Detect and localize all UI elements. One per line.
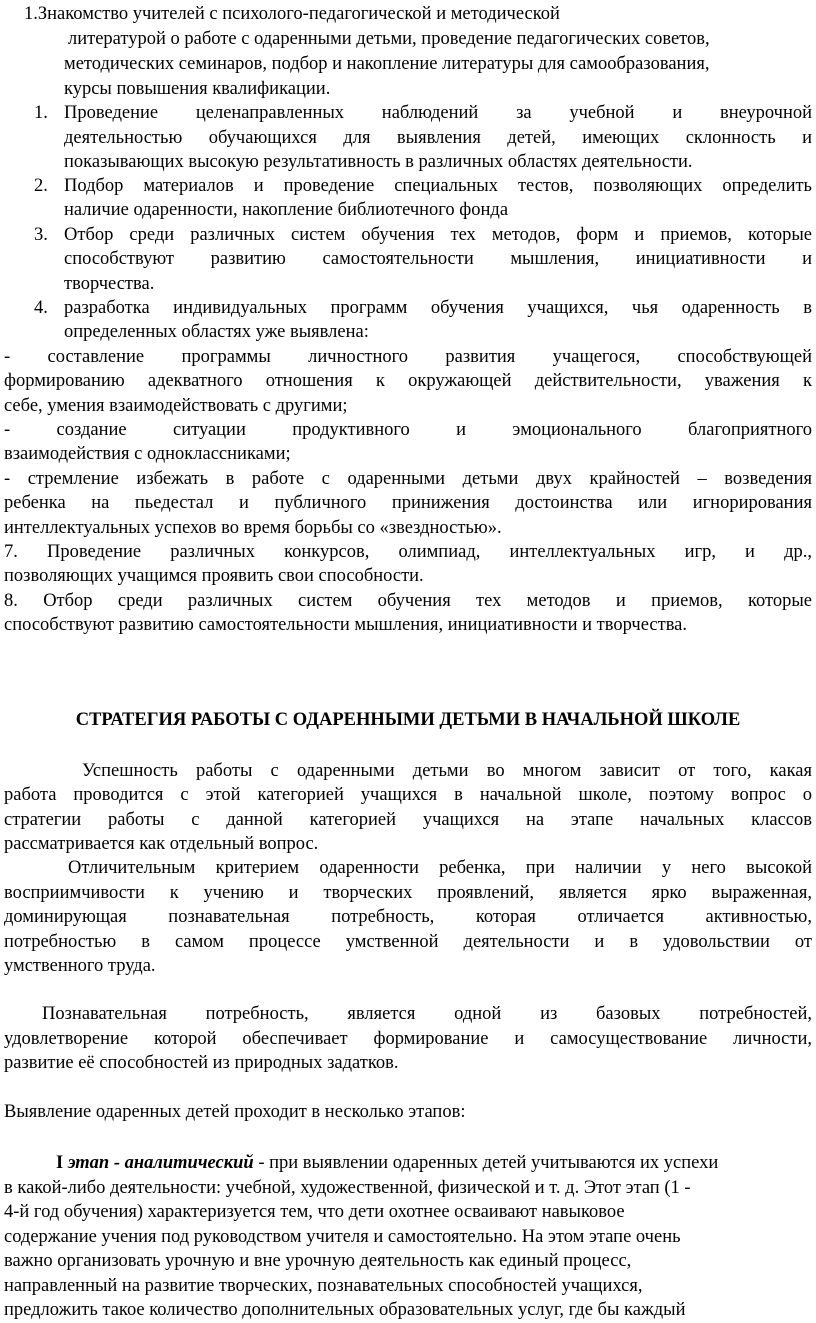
dash-item-line: интеллектуальных успехов во время борьбы со «звездностью». (4, 518, 502, 538)
item-7-line: 7. Проведение различных конкурсов, олимпиад, интеллектуальных игр, и др., (4, 542, 812, 562)
paragraph-line: работа проводится с этой категорией учащихся в начальной школе, поэтому вопрос о (4, 785, 812, 805)
list-item-line: способствуют развитию самостоятельности мышления, инициативности и (64, 249, 812, 269)
paragraph-line: восприимчивости к учению и творческих проявлений, является ярко выраженная, (4, 883, 812, 903)
paragraph-line: Познавательная потребность, является одной из базовых потребностей, (42, 1004, 812, 1024)
stage-title: этап - аналитический (67, 1153, 254, 1173)
dash-item-line: ребенка на пьедестал и публичного принижения достоинства или игнорирования (4, 493, 812, 513)
list-number: 4. (34, 298, 48, 318)
paragraph-line: доминирующая познавательная потребность, которая отличается активностью, (4, 907, 812, 927)
list-number: 3. (34, 225, 48, 245)
stage-text: - при выявлении одаренных детей учитываются их успехи (253, 1153, 719, 1173)
stage-line: 4-й год обучения) характеризуется тем, что дети охотнее осваивают навыковое (4, 1202, 625, 1222)
list-item-line: деятельностью обучающихся для выявления детей, имеющих склонность и (64, 128, 812, 148)
paragraph-line: Выявление одаренных детей проходит в несколько этапов: (4, 1102, 466, 1122)
list-item-line: определенных областях уже выявлена: (64, 322, 369, 342)
paragraph-line: стратегии работы с данной категорией учащихся на этапе начальных классов (4, 810, 812, 830)
stage-line: предложить такое количество дополнительных образовательных услуг, где бы каждый (4, 1300, 686, 1320)
intro-line-1: 1.Знакомство учителей с психолого-педагогической и методической (24, 4, 560, 24)
paragraph-line: умственного труда. (4, 956, 156, 976)
list-item-line: Проведение целенаправленных наблюдений за учебной и внеурочной (64, 103, 812, 123)
paragraph-line: развитие её способностей из природных задатков. (4, 1053, 399, 1073)
item-7-line: позволяющих учащимся проявить свои способности. (4, 566, 424, 586)
list-item-line: Отбор среди различных систем обучения тех методов, форм и приемов, которые (64, 225, 812, 245)
section-heading: СТРАТЕГИЯ РАБОТЫ С ОДАРЕННЫМИ ДЕТЬМИ В НАЧАЛЬНОЙ ШКОЛЕ (75, 710, 741, 730)
stage-line: содержание учения под руководством учителя и самостоятельно. На этом этапе очень (4, 1227, 681, 1247)
paragraph-line: потребностью в самом процессе умственной деятельности и в удовольствии от (4, 932, 812, 952)
item-8-line: способствуют развитию самостоятельности мышления, инициативности и творчества. (4, 615, 688, 635)
paragraph-line: Отличительным критерием одаренности ребенка, при наличии у него высокой (68, 858, 812, 878)
paragraph-line: Успешность работы с одаренными детьми во многом зависит от того, какая (82, 761, 812, 781)
item-8-line: 8. Отбор среди различных систем обучения тех методов и приемов, которые (4, 591, 812, 611)
stage-line: важно организовать урочную и вне урочную деятельность как единый процесс, (4, 1251, 632, 1271)
list-number: 1. (34, 103, 48, 123)
dash-item-line: себе, умения взаимодействовать с другими; (4, 396, 348, 416)
list-item-line: Подбор материалов и проведение специальных тестов, позволяющих определить (64, 176, 812, 196)
dash-item-line: - создание ситуации продуктивного и эмоционального благоприятного (4, 420, 812, 440)
intro-line-3: методических семинаров, подбор и накопление литературы для самообразования, (64, 54, 710, 74)
intro-line-2: литературой о работе с одаренными детьми, проведение педагогических советов, (68, 29, 710, 49)
stage-1-first-line (56, 1151, 816, 1176)
list-number: 2. (34, 176, 48, 196)
intro-line-4: курсы повышения квалификации. (64, 79, 331, 99)
dash-item-line: формированию адекватного отношения к окружающей действительности, уважения к (4, 371, 812, 391)
paragraph-line: удовлетворение которой обеспечивает формирование и самосуществование личности, (4, 1029, 812, 1049)
dash-item-line: - составление программы личностного развития учащегося, способствующей (4, 347, 812, 367)
stage-line: направленный на развитие творческих, познавательных способностей учащихся, (4, 1276, 643, 1296)
list-item-line: показывающих высокую результативность в различных областях деятельности. (64, 152, 693, 172)
stage-roman-numeral: I (56, 1153, 64, 1173)
list-item-line: разработка индивидуальных программ обучения учащихся, чья одаренность в (64, 298, 812, 318)
stage-line: в какой-либо деятельности: учебной, художественной, физической и т. д. Этот этап (1 - (4, 1178, 691, 1198)
dash-item-line: взаимодействия с одноклассниками; (4, 444, 291, 464)
paragraph-line: рассматривается как отдельный вопрос. (4, 834, 319, 854)
list-item-line: творчества. (64, 274, 155, 294)
dash-item-line: - стремление избежать в работе с одаренными детьми двух крайностей – возведения (4, 469, 812, 489)
list-item-line: наличие одаренности, накопление библиотечного фонда (64, 200, 509, 220)
